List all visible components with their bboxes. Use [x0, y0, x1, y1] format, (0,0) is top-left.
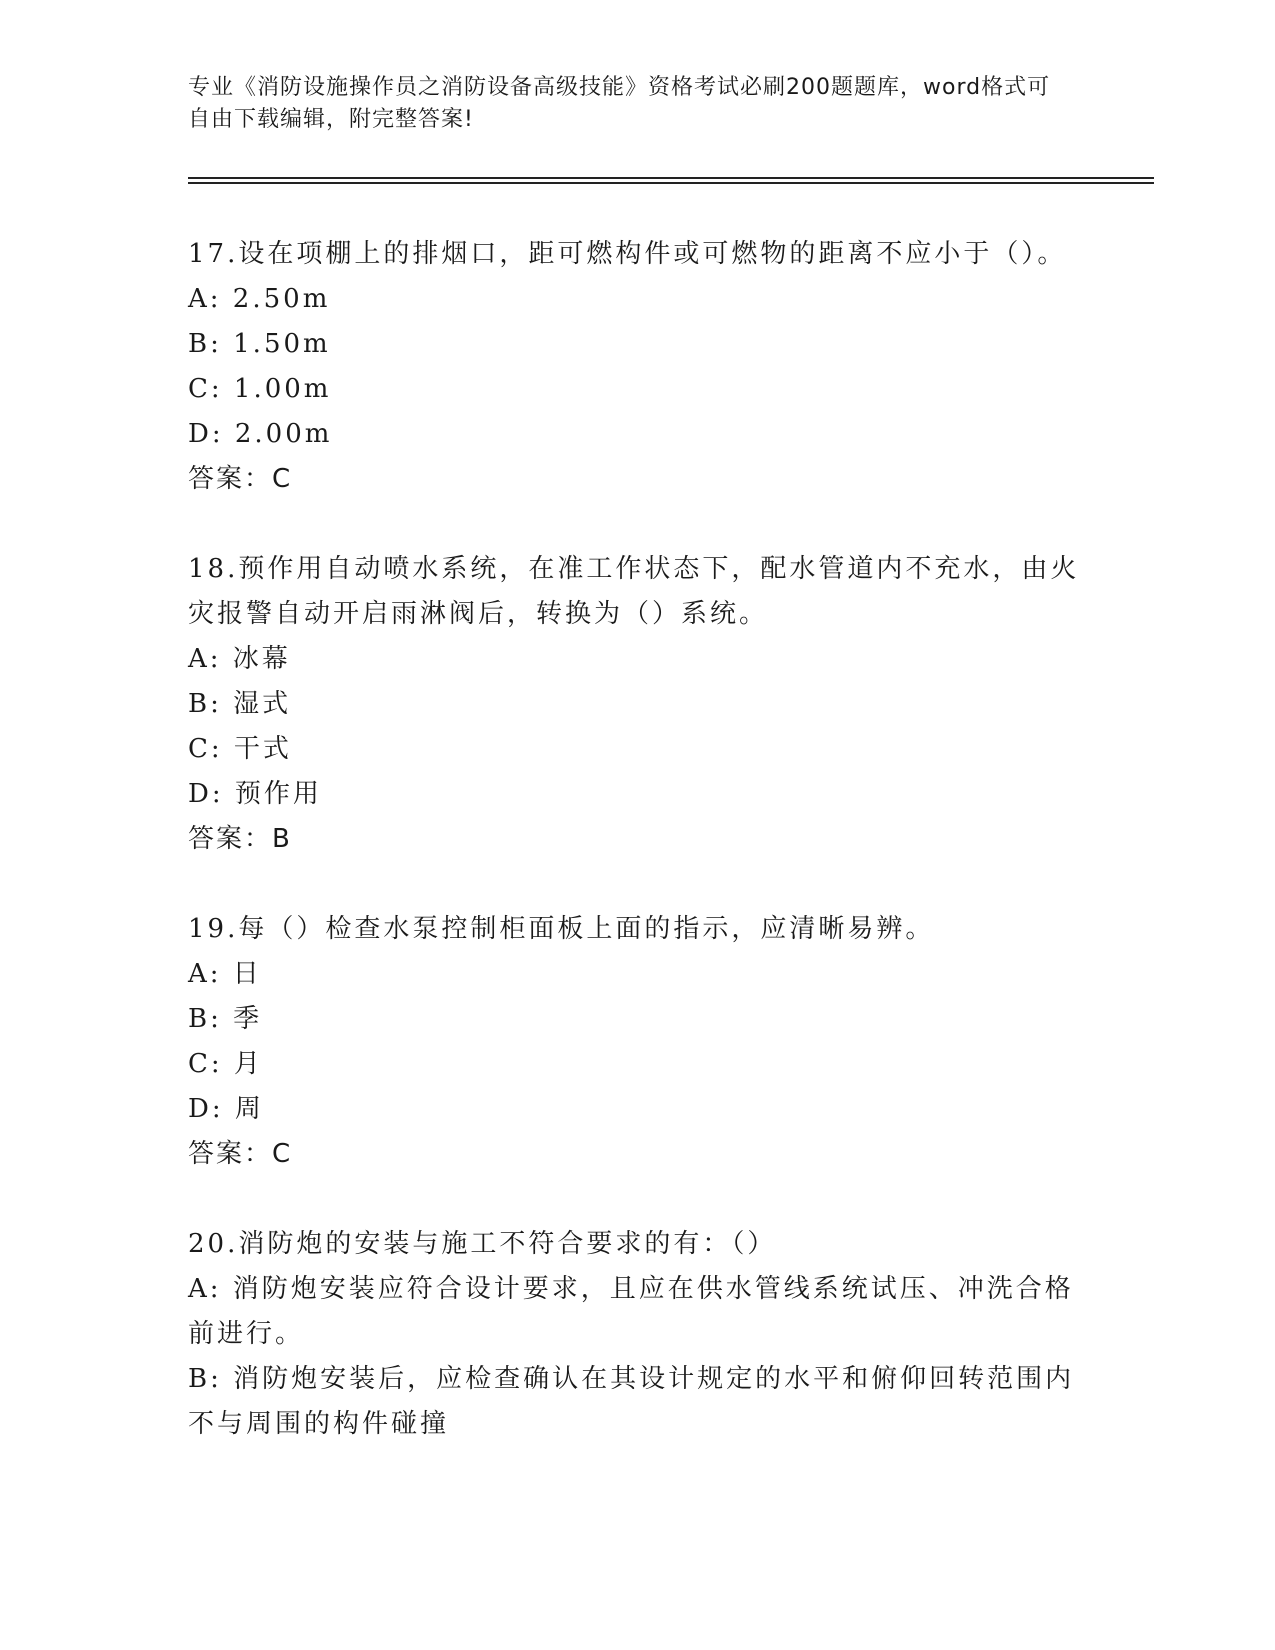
option-d: D: 2.00m: [188, 419, 333, 449]
question-text: 18.预作用自动喷水系统，在准工作状态下，配水管道内不充水，由火灾报警自动开启雨淋阀后，转换为（）系统。: [188, 554, 1080, 629]
header-divider-bottom: [188, 182, 1154, 184]
answer-label: 答案：B: [188, 824, 292, 854]
header-divider-top: [188, 177, 1154, 179]
document-header: [188, 72, 1068, 136]
option-c: C: 干式: [188, 734, 292, 764]
option-d: D: 预作用: [188, 779, 322, 809]
answer-label: 答案：C: [188, 1139, 293, 1169]
option-b: B: 消防炮安装后，应检查确认在其设计规定的水平和俯仰回转范围内不与周围的构件碰撞: [188, 1364, 1075, 1439]
option-c: C: 1.00m: [188, 374, 332, 404]
header-title: 专业《消防设施操作员之消防设备高级技能》资格考试必刷200题题库，word格式可自由下载编辑，附完整答案!: [188, 75, 1051, 132]
question-text: 17.设在项棚上的排烟口，距可燃构件或可燃物的距离不应小于（）。: [188, 239, 1067, 269]
option-a: A: 日: [188, 959, 262, 989]
question-19: [188, 907, 1088, 1177]
option-b: B: 湿式: [188, 689, 292, 719]
option-b: B: 1.50m: [188, 329, 331, 359]
question-18: [188, 547, 1088, 862]
question-20: [188, 1222, 1088, 1447]
option-d: D: 周: [188, 1094, 264, 1124]
question-text: 20.消防炮的安装与施工不符合要求的有：（）: [188, 1229, 777, 1259]
option-a: A: 2.50m: [188, 284, 331, 314]
option-a: A: 消防炮安装应符合设计要求，且应在供水管线系统试压、冲洗合格前进行。: [188, 1274, 1074, 1349]
option-b: B: 季: [188, 1004, 263, 1034]
question-text: 19.每（）检查水泵控制柜面板上面的指示，应清晰易辨。: [188, 914, 935, 944]
option-a: A: 冰幕: [188, 644, 291, 674]
option-c: C: 月: [188, 1049, 263, 1079]
answer-label: 答案：C: [188, 464, 293, 494]
question-list: [188, 232, 1088, 1492]
question-17: [188, 232, 1088, 502]
